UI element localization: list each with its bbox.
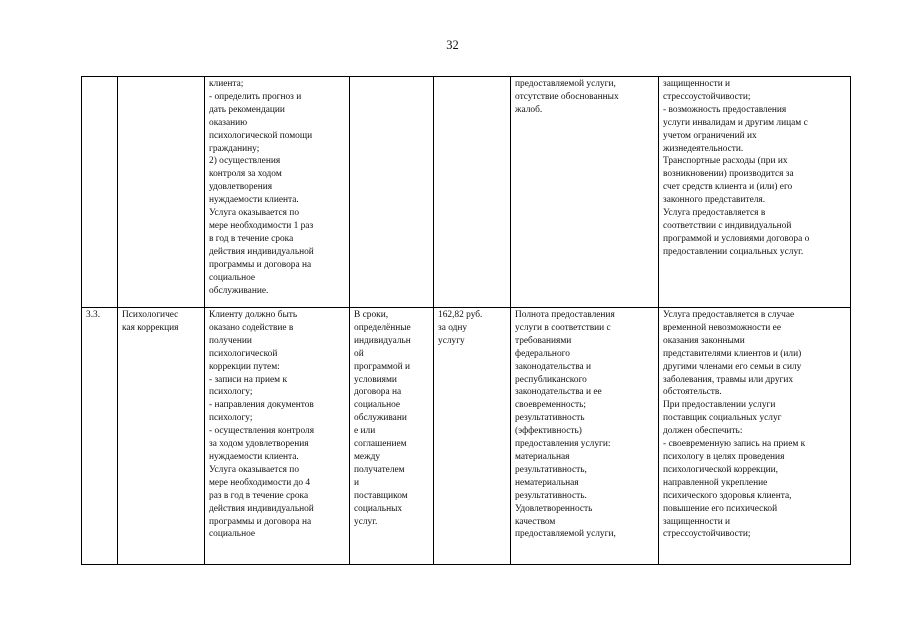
cell-terms [350, 308, 434, 565]
cell-text-line: стрессоустойчивости; [663, 529, 751, 540]
cell-text-line: социальное [209, 272, 256, 283]
cell-text-line: 3.3. [86, 310, 101, 320]
cell-text-line: Услуга предоставляется в случае [663, 310, 795, 320]
cell-text-line: нематериальная [515, 477, 579, 488]
cell-text-line: оказания законными [663, 335, 745, 346]
cell-text-line: представителями клиентов и (или) [663, 348, 802, 359]
cell-text-line: раз в год в течение срока [209, 490, 309, 501]
cell-text-line: социальных [354, 503, 403, 514]
cell-text-line: - определить прогноз и [209, 91, 302, 102]
cell-text-line: мере необходимости до 4 [209, 477, 311, 488]
cell-text-line: получателем [354, 464, 405, 475]
cell-text-line: законного представителя. [663, 195, 766, 206]
cell-text-line: заболевания, травмы или других [663, 374, 794, 385]
cell-text-line: определённые [354, 322, 411, 333]
cell-text-line: 162,82 руб. [438, 310, 483, 320]
cell-text-line: Удовлетворенность [515, 503, 593, 514]
cell-text-line: Услуга оказывается по [209, 464, 300, 475]
cell-text-line: счет средств клиента и (или) его [663, 182, 793, 193]
cell-text-line: - своевременную запись на прием к [663, 439, 806, 450]
cell-text-line: программы и договора на [209, 259, 312, 270]
cell-text-line: повышение его психической [663, 503, 778, 514]
cell-text-line: - записи на прием к [209, 374, 287, 385]
table-row-continued [82, 77, 851, 308]
cell-text-line: другими членами его семьи в силу [663, 361, 802, 372]
cell-text-line: жалоб. [515, 104, 543, 115]
cell-text-line: коррекции путем: [209, 361, 280, 372]
cell-text-line: психологу в целях проведения [663, 451, 785, 462]
cell-text-line: нуждаемости клиента. [209, 195, 299, 206]
cell-text-line: услуг. [354, 516, 378, 527]
cell-text-line: е или [354, 426, 376, 437]
cell-text-line: стрессоустойчивости; [663, 91, 751, 102]
services-table [81, 76, 851, 565]
cell-text-line: - направления документов [209, 400, 314, 411]
cell-service-name [118, 308, 205, 565]
cell-text-line: законодательства и ее [515, 387, 602, 398]
cell-text-line: соответствии с индивидуальной [663, 220, 792, 231]
cell-text-line: направленной укрепление [663, 477, 768, 488]
cell-text-line: обстоятельств. [663, 387, 722, 398]
cell-terms [350, 77, 434, 308]
cell-text-line: предоставлении социальных услуг. [663, 246, 804, 257]
cell-text-line: психологу; [209, 387, 253, 398]
cell-quality-indicators [511, 77, 659, 308]
cell-text-line: Услуга оказывается по [209, 208, 300, 219]
cell-text-line: программы и договора на [209, 516, 312, 527]
cell-text-line: (эффективность) [515, 426, 582, 437]
cell-text-line: психологу; [209, 413, 253, 424]
cell-text-line: предоставляемой услуги, [515, 529, 616, 540]
cell-text-line: между [354, 451, 381, 462]
cell-text-line: оказано содействие в [209, 322, 294, 333]
cell-number [82, 77, 118, 308]
cell-text-line: предоставляемой услуги, [515, 79, 616, 89]
cell-text-line: индивидуальн [354, 335, 411, 346]
cell-text-line: за ходом удовлетворения [209, 439, 309, 450]
cell-text-line: - возможность предоставления [663, 104, 787, 115]
cell-text-line: получении [209, 335, 252, 346]
cell-text-line: должен обеспечить: [663, 426, 743, 437]
cell-text-line: программой и условиями договора о [663, 233, 810, 244]
cell-text-line: поставщиком [354, 490, 408, 501]
cell-text-line: материальная [515, 451, 570, 462]
cell-text-line: психологической коррекции, [663, 464, 778, 475]
cell-conditions [659, 308, 851, 565]
cell-text-line: дать рекомендации [209, 104, 285, 115]
cell-text-line: психического здоровья клиента, [663, 490, 792, 501]
cell-tariff [434, 77, 511, 308]
cell-text-line: ой [354, 348, 364, 359]
cell-text-line: 2) осуществления [209, 156, 281, 167]
cell-text-line: Услуга предоставляется в [663, 208, 766, 219]
cell-text-line: возникновении) производится за [663, 169, 794, 180]
cell-text-line: социальное [354, 400, 401, 411]
cell-text-line: гражданину; [209, 143, 260, 154]
cell-text-line: При предоставлении услуги [663, 400, 776, 411]
cell-text-line: услуги в соответствии с [515, 322, 611, 333]
cell-text-line: за одну [438, 322, 468, 333]
table-row-3-3 [82, 308, 851, 565]
cell-text-line: Полнота предоставления [515, 310, 615, 320]
cell-service-name [118, 77, 205, 308]
cell-text-line: программой и [354, 361, 411, 372]
cell-text-line: предоставления услуги: [515, 439, 611, 450]
cell-text-line: обслуживани [354, 413, 407, 424]
cell-text-line: результативность, [515, 464, 587, 475]
cell-number [82, 308, 118, 565]
cell-text-line: Клиенту должно быть [209, 310, 298, 320]
cell-text-line: защищенности и [663, 79, 731, 89]
cell-text-line: услугу [438, 335, 465, 346]
cell-text-line: удовлетворения [209, 182, 273, 193]
cell-text-line: мере необходимости 1 раз [209, 220, 314, 231]
cell-text-line: качеством [515, 516, 556, 527]
cell-text-line: отсутствие обоснованных [515, 91, 619, 102]
cell-text-line: в год в течение срока [209, 233, 294, 244]
cell-description [205, 308, 350, 565]
cell-text-line: учетом ограничений их [663, 130, 757, 141]
cell-tariff [434, 308, 511, 565]
page-number: 32 [446, 38, 459, 52]
cell-text-line: республиканского [515, 374, 587, 385]
cell-text-line: контроля за ходом [209, 169, 282, 180]
cell-text-line: соглашением [354, 439, 407, 450]
cell-text-line: результативность. [515, 490, 587, 501]
cell-text-line: поставщик социальных услуг [663, 413, 782, 424]
cell-text-line: Психологичес [122, 310, 179, 320]
cell-conditions [659, 77, 851, 308]
cell-text-line: федерального [515, 348, 570, 359]
cell-text-line: законодательства и [515, 361, 592, 372]
cell-text-line: защищенности и [663, 516, 731, 527]
cell-text-line: действия индивидуальной [209, 246, 314, 257]
cell-text-line: нуждаемости клиента. [209, 451, 299, 462]
cell-text-line: временной невозможности ее [663, 322, 781, 333]
cell-text-line: - осуществления контроля [209, 426, 315, 437]
cell-text-line: жизнедеятельности. [663, 143, 744, 154]
cell-text-line: В сроки, [354, 310, 389, 320]
cell-text-line: требованиями [515, 335, 572, 346]
cell-text-line: действия индивидуальной [209, 503, 314, 514]
cell-text-line: и [354, 477, 360, 488]
cell-text-line: психологической [209, 348, 278, 359]
cell-text-line: Транспортные расходы (при их [663, 156, 788, 167]
cell-text-line: результативность [515, 413, 585, 424]
cell-text-line: своевременность; [515, 400, 586, 411]
cell-text-line: условиями [354, 374, 397, 385]
cell-text-line: договора на [354, 387, 402, 398]
cell-text-line: клиента; [209, 79, 244, 89]
cell-text-line: кая коррекция [122, 322, 179, 333]
cell-quality-indicators [511, 308, 659, 565]
cell-text-line: услуги инвалидам и другим лицам с [663, 117, 808, 128]
cell-text-line: оказанию [209, 117, 248, 128]
cell-description [205, 77, 350, 308]
cell-text-line: социальное [209, 529, 256, 540]
cell-text-line: обслуживание. [209, 285, 269, 296]
cell-text-line: психологической помощи [209, 130, 313, 141]
